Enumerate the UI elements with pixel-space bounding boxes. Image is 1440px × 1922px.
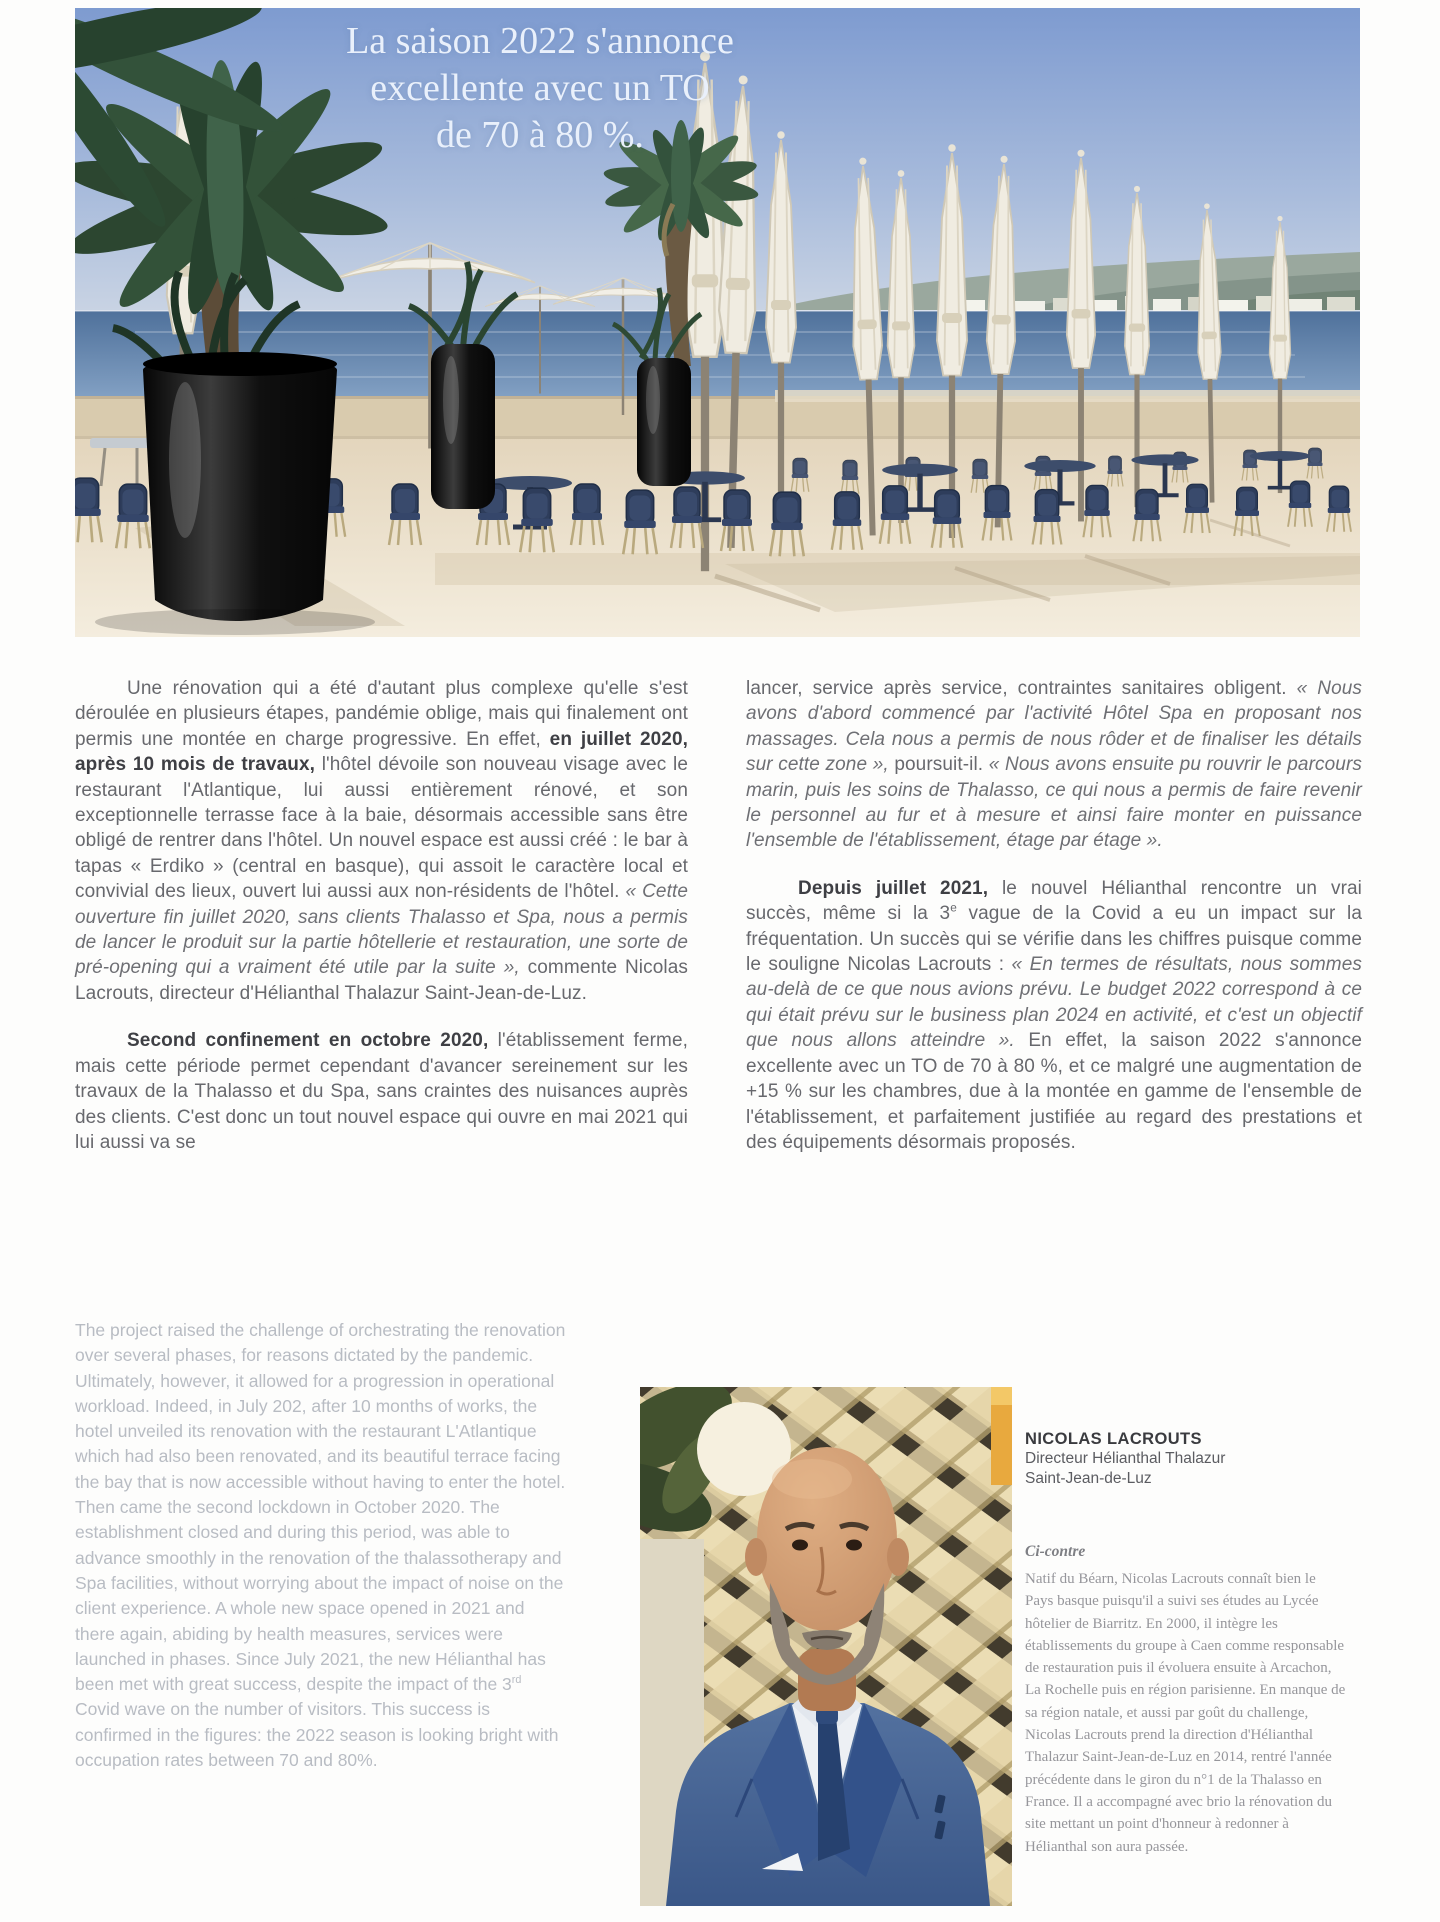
hero-photo: [75, 8, 1360, 637]
caption-role-line2: Saint-Jean-de-Luz: [1025, 1470, 1152, 1487]
headline-line-1: La saison 2022 s'annonce: [346, 20, 734, 62]
paragraph-fr-3: lancer, service après service, contraintes sanitaires obligent. « Nous avons d'abord commencé par l'activité Hôtel Spa en proposant nos massages. Cela nous a permis de nous rôder et de finaliser les détails sur cette zone », poursuit-il. « Nous avons ensuite pu rouvrir le parcours marin, puis les soins de Thalasso, ce qui nous a permis de faire revenir le personnel au fur et à mesure et ainsi faire monter en puissance l'ensemble de l'établissement, étage par étage ».: [746, 678, 1362, 852]
hero-headline: [280, 18, 800, 159]
caption-body: [1025, 1543, 1347, 1858]
paragraph-fr-2: Second confinement en octobre 2020, l'établissement ferme, mais cette période permet cependant d'avancer sereinement sur les travaux de la Thalasso et du Spa, sans craintes des nuisances auprès des clients. C'est donc un tout nouvel espace qui ouvre en mai 2021 qui lui aussi va se: [75, 1030, 688, 1153]
paragraph-en: The project raised the challenge of orchestrating the renovation over several phases, for reasons dictated by the pandemic. Ultimately, however, it allowed for a progression in operational workload. Indeed, in July 202, after 10 months of works, the hotel unveiled its renovation with the restaurant L'Atlantique which had also been renovated, and its beautiful terrace facing the bay that is now accessible without having to enter the hotel. Then came the second lockdown in October 2020. The establishment closed and during this period, was able to advance smoothly in the renovation of the thalassotherapy and Spa facilities, without worrying about the impact of noise on the client experience. A whole new space opened in 2021 and there again, abiding by health measures, services were launched in phases. Since July 2021, the new Hélianthal has been met with great success, despite the impact of the 3rd Covid wave on the number of visitors. This success is confirmed in the figures: the 2022 season is looking bright with occupation rates between 70 and 80%.: [75, 1320, 566, 1771]
paragraph-fr-1: Une rénovation qui a été d'autant plus complexe qu'elle s'est déroulée en plusieurs étapes, pandémie oblige, mais qui finalement ont permis une montée en charge progressive. En effet, en juillet 2020, après 10 mois de travaux, l'hôtel dévoile son nouveau visage avec le restaurant l'Atlantique, lui aussi entièrement rénové, et son exceptionnelle terrasse face à la baie, désormais accessible sans être obligé de rentrer dans l'hôtel. Un nouvel espace est aussi créé : le bar à tapas « Erdiko » (central en basque), qui assoit le caractère local et convivial des lieux, ouvert lui aussi aux non-résidents de l'hôtel. « Cette ouverture fin juillet 2020, sans clients Thalasso et Spa, nous a permis de lancer le produit sur la partie hôtellerie et restauration, une sorte de pré-opening qui a vraiment été utile par la suite », commente Nicolas Lacrouts, directeur d'Hélianthal Thalazur Saint-Jean-de-Luz.: [75, 678, 688, 1004]
headline-line-2: excellente avec un TO: [370, 67, 710, 109]
paragraph-fr-4: Depuis juillet 2021, le nouvel Hélianthal rencontre un vrai succès, même si la 3e vague de la Covid a eu un impact sur la fréquentation. Un succès qui se vérifie dans les chiffres puisque comme le souligne Nicolas Lacrouts : « En termes de résultats, nous sommes au-delà de ce que nous avions prévu. Le budget 2022 correspond à ce qui était prévu sur le business plan 2024 en activité, et c'est un objectif que nous allons atteindre ». En effet, la saison 2022 s'annonce excellente avec un TO de 70 à 80 %, et ce malgré une augmentation de +15 % sur les chambres, due à la montée en gamme de l'ensemble de l'établissement, et parfaitement justifiée au regard des prestations et des équipements désormais proposés.: [746, 877, 1363, 1153]
english-translation: [75, 1318, 567, 1773]
caption-text: Natif du Béarn, Nicolas Lacrouts connaît bien le Pays basque puisqu'il a suivi ses études au Lycée hôtelier de Biarritz. En 2000, il intègre les établissements du groupe à Caen comme responsable de restauration puis il évoluera ensuite à Arcachon, La Rochelle puis en région parisienne. En manque de sa région natale, et aussi par goût du challenge, Nicolas Lacrouts prend la direction d'Hélianthal Thalazur Saint-Jean-de-Luz en 2014, rentré l'année précédente dans le giron du n°1 de la Thalasso en France. Il a accompagné avec brio la rénovation du site mettant un point d'honneur à redonner à Hélianthal son aura passée.: [1025, 1571, 1346, 1855]
portrait-photo: [640, 1387, 1012, 1906]
orange-strip: [991, 1387, 1012, 1485]
caption-name: NICOLAS LACROUTS: [1025, 1430, 1202, 1448]
eye: [792, 1540, 808, 1551]
headline-line-3: de 70 à 80 %.: [436, 114, 644, 156]
caption-label: Ci-contre: [1025, 1543, 1086, 1560]
caption-header: [1025, 1430, 1355, 1489]
nicolas-lacrouts-portrait: [640, 1387, 1012, 1906]
caption-role-line1: Directeur Hélianthal Thalazur: [1025, 1450, 1226, 1467]
eye: [846, 1540, 862, 1551]
article-right-column: [746, 676, 1362, 1155]
article-left-column: [75, 676, 688, 1155]
